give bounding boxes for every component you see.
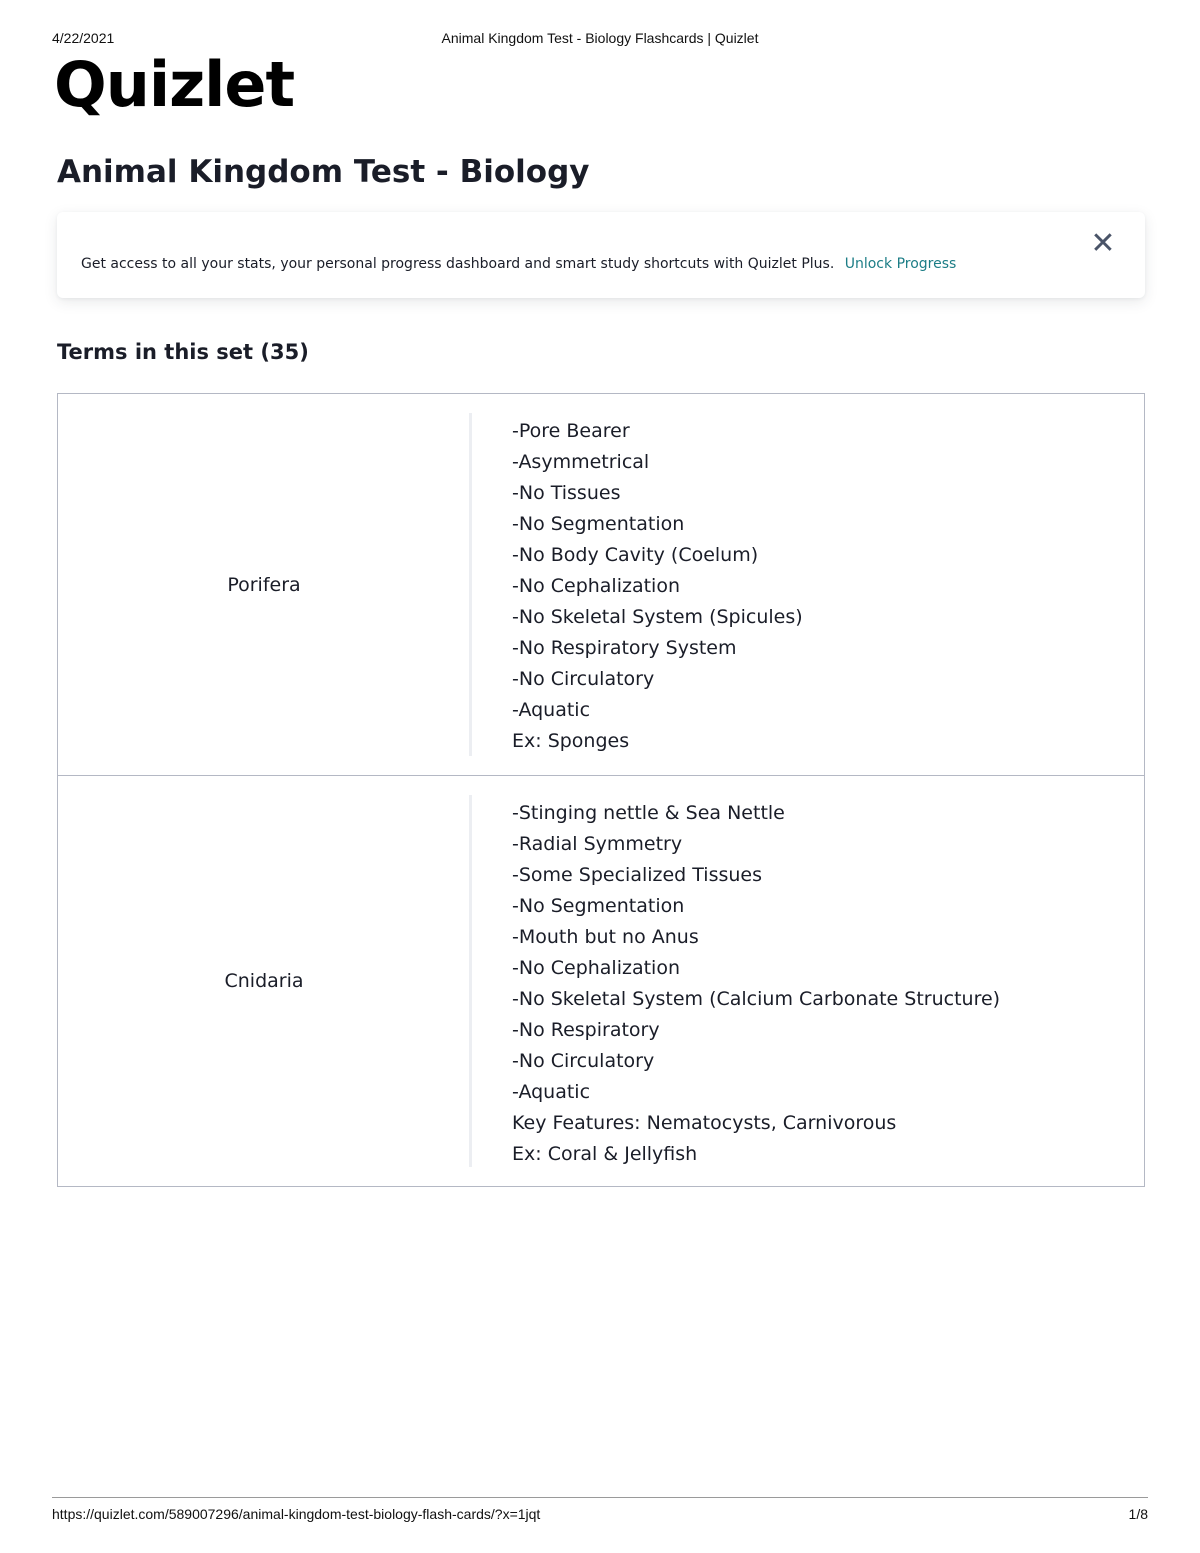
banner-text: Get access to all your stats, your personal progress dashboard and smart study shortcuts with Quizlet Plus.	[81, 256, 835, 272]
card-divider	[469, 795, 472, 1167]
term-card	[58, 394, 1144, 775]
definition-line: -No Circulatory	[512, 668, 655, 690]
definition-line: -No Respiratory	[512, 1019, 660, 1041]
close-banner-button[interactable]	[1087, 228, 1119, 260]
set-title: Animal Kingdom Test - Biology	[57, 154, 590, 190]
page-url: https://quizlet.com/589007296/animal-kingdom-test-biology-flash-cards/?x=1jqt	[52, 1506, 541, 1522]
definition-line: Key Features: Nematocysts, Carnivorous	[512, 1112, 897, 1134]
definition-line: -No Segmentation	[512, 895, 685, 917]
definition-line: -Pore Bearer	[512, 420, 630, 442]
quizlet-logo[interactable]: Quizlet	[54, 48, 295, 121]
definition-line: -Stinging nettle & Sea Nettle	[512, 802, 785, 824]
print-header	[52, 30, 1148, 50]
definition-line: -No Circulatory	[512, 1050, 655, 1072]
definition-text	[512, 798, 1000, 1170]
print-document-title: Animal Kingdom Test - Biology Flashcards | Quizlet	[441, 30, 759, 46]
definition-line: -Asymmetrical	[512, 451, 650, 473]
definition-line: Ex: Coral & Jellyfish	[512, 1143, 698, 1165]
banner-message	[81, 256, 956, 272]
definition-line: -No Tissues	[512, 482, 621, 504]
page-number: 1/8	[1128, 1506, 1148, 1522]
definition-line: -No Skeletal System (Spicules)	[512, 606, 803, 628]
term-text: Porifera	[227, 573, 301, 596]
print-date: 4/22/2021	[52, 30, 115, 46]
definition-line: Ex: Sponges	[512, 730, 630, 752]
definition-line: -No Segmentation	[512, 513, 685, 535]
definition-line: -Aquatic	[512, 699, 591, 721]
print-footer	[52, 1497, 1148, 1522]
definition-line: -Aquatic	[512, 1081, 591, 1103]
upgrade-banner	[57, 212, 1145, 298]
term-card	[58, 775, 1144, 1186]
terms-list	[57, 393, 1145, 1187]
card-divider	[469, 413, 472, 756]
definition-line: -Some Specialized Tissues	[512, 864, 763, 886]
definition-text	[512, 416, 803, 757]
definition-line: -No Cephalization	[512, 575, 681, 597]
definition-line: -Mouth but no Anus	[512, 926, 699, 948]
unlock-progress-link[interactable]: Unlock Progress	[844, 256, 957, 272]
definition-line: -No Cephalization	[512, 957, 681, 979]
terms-heading: Terms in this set (35)	[57, 340, 309, 364]
close-icon: ✕	[1090, 226, 1116, 261]
definition-line: -No Respiratory System	[512, 637, 737, 659]
definition-line: -Radial Symmetry	[512, 833, 683, 855]
term-text: Cnidaria	[224, 970, 304, 992]
definition-line: -No Skeletal System (Calcium Carbonate Structure)	[512, 988, 1001, 1010]
definition-line: -No Body Cavity (Coelum)	[512, 544, 759, 566]
